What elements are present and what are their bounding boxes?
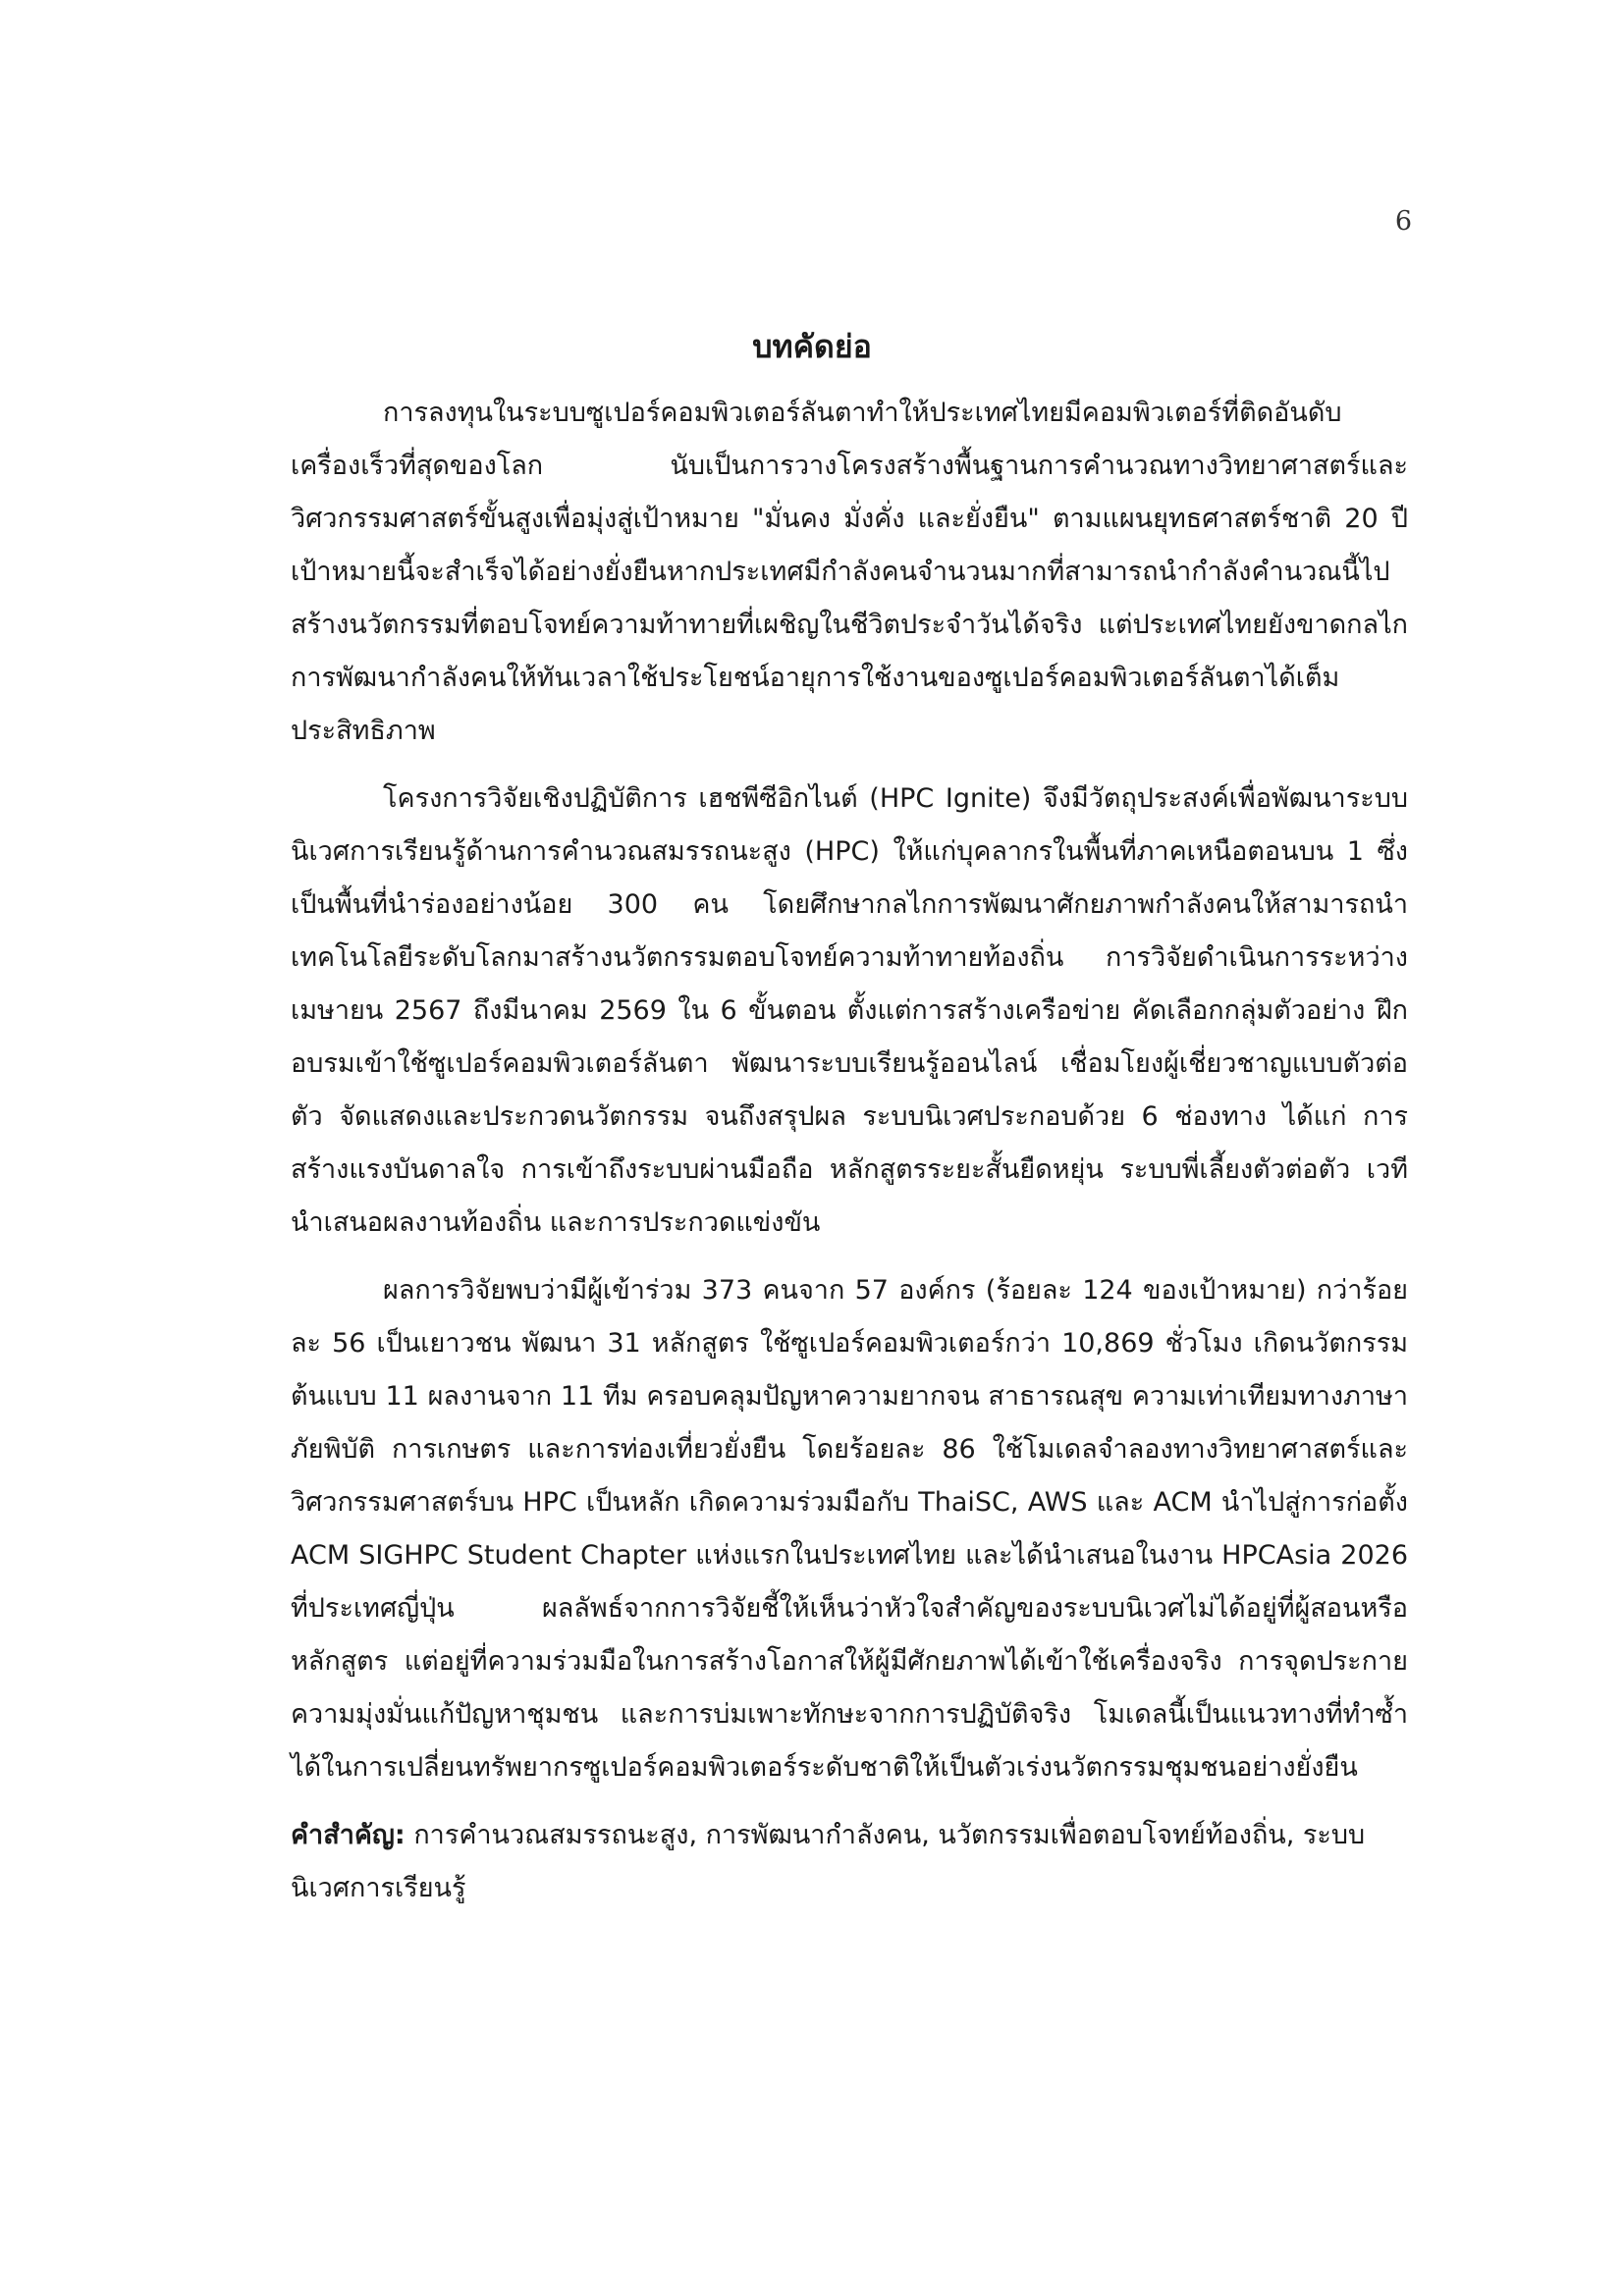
- keywords-text: การคำนวณสมรรถนะสูง, การพัฒนากำลังคน, นวัตกรรมเพื่อตอบโจทย์ท้องถิ่น, ระบบนิเวศการเรียนรู้: [291, 1820, 1366, 1903]
- abstract-paragraph-1: การลงทุนในระบบซูเปอร์คอมพิวเตอร์ลันตาทำให้ประเทศไทยมีคอมพิวเตอร์ที่ติดอันดับเครื่องเร็วที่สุดของโลก นับเป็นการวางโครงสร้างพื้นฐานการคำนวณทางวิทยาศาสตร์และวิศวกรรมศาสตร์ขั้นสูงเพื่อมุ่งสู่เป้าหมาย "มั่นคง มั่งคั่ง และยั่งยืน" ตามแผนยุทธศาสตร์ชาติ 20 ปี เป้าหมายนี้จะสำเร็จได้อย่างยั่งยืนหากประเทศมีกำลังคนจำนวนมากที่สามารถนำกำลังคำนวณนี้ไปสร้างนวัตกรรมที่ตอบโจทย์ความท้าทายที่เผชิญในชีวิตประจำวันได้จริง แต่ประเทศไทยยังขาดกลไกการพัฒนากำลังคนให้ทันเวลาใช้ประโยชน์อายุการใช้งานของซูเปอร์คอมพิวเตอร์ลันตาได้เต็มประสิทธิภาพ: [291, 398, 1408, 746]
- abstract-paragraph-3: ผลการวิจัยพบว่ามีผู้เข้าร่วม 373 คนจาก 57 องค์กร (ร้อยละ 124 ของเป้าหมาย) กว่าร้อยละ 56 เป็นเยาวชน พัฒนา 31 หลักสูตร ใช้ซูเปอร์คอมพิวเตอร์กว่า 10,869 ชั่วโมง เกิดนวัตกรรมต้นแบบ 11 ผลงานจาก 11 ทีม ครอบคลุมปัญหาความยากจน สาธารณสุข ความเท่าเทียมทางภาษา ภัยพิบัติ การเกษตร และการท่องเที่ยวยั่งยืน โดยร้อยละ 86 ใช้โมเดลจำลองทางวิทยาศาสตร์และวิศวกรรมศาสตร์บน HPC เป็นหลัก เกิดความร่วมมือกับ ThaiSC, AWS และ ACM นำไปสู่การก่อตั้ง ACM SIGHPC Student Chapter แห่งแรกในประเทศไทย และได้นำเสนอในงาน HPCAsia 2026 ที่ประเทศญี่ปุ่น ผลลัพธ์จากการวิจัยชี้ให้เห็นว่าหัวใจสำคัญของระบบนิเวศไม่ได้อยู่ที่ผู้สอนหรือหลักสูตร แต่อยู่ที่ความร่วมมือในการสร้างโอกาสให้ผู้มีศักยภาพได้เข้าใช้เครื่องจริง การจุดประกายความมุ่งมั่นแก้ปัญหาชุมชน และการบ่มเพาะทักษะจากการปฏิบัติจริง โมเดลนี้เป็นแนวทางที่ทำซ้ำได้ในการเปลี่ยนทรัพยากรซูเปอร์คอมพิวเตอร์ระดับชาติให้เป็นตัวเร่งนวัตกรรมชุมชนอย่างยั่งยืน: [291, 1275, 1408, 1783]
- abstract-paragraph-2: โครงการวิจัยเชิงปฏิบัติการ เฮชพีซีอิกไนต์ (HPC Ignite) จึงมีวัตถุประสงค์เพื่อพัฒนาระบบนิเวศการเรียนรู้ด้านการคำนวณสมรรถนะสูง (HPC) ให้แก่บุคลากรในพื้นที่ภาคเหนือตอนบน 1 ซึ่งเป็นพื้นที่นำร่องอย่างน้อย 300 คน โดยศึกษากลไกการพัฒนาศักยภาพกำลังคนให้สามารถนำเทคโนโลยีระดับโลกมาสร้างนวัตกรรมตอบโจทย์ความท้าทายท้องถิ่น การวิจัยดำเนินการระหว่างเมษายน 2567 ถึงมีนาคม 2569 ใน 6 ขั้นตอน ตั้งแต่การสร้างเครือข่าย คัดเลือกกลุ่มตัวอย่าง ฝึกอบรมเข้าใช้ซูเปอร์คอมพิวเตอร์ลันตา พัฒนาระบบเรียนรู้ออนไลน์ เชื่อมโยงผู้เชี่ยวชาญแบบตัวต่อตัว จัดแสดงและประกวดนวัตกรรม จนถึงสรุปผล ระบบนิเวศประกอบด้วย 6 ช่องทาง ได้แก่ การสร้างแรงบันดาลใจ การเข้าถึงระบบผ่านมือถือ หลักสูตรระยะสั้นยืดหยุ่น ระบบพี่เลี้ยงตัวต่อตัว เวทีนำเสนอผลงานท้องถิ่น และการประกวดแข่งขัน: [291, 783, 1408, 1238]
- abstract-body: [291, 387, 1408, 1915]
- keywords-label: คำสำคัญ:: [291, 1820, 406, 1850]
- page-title: บทคัดย่อ: [752, 328, 872, 366]
- keywords: [291, 1809, 1408, 1915]
- page-number: 6: [1394, 206, 1412, 237]
